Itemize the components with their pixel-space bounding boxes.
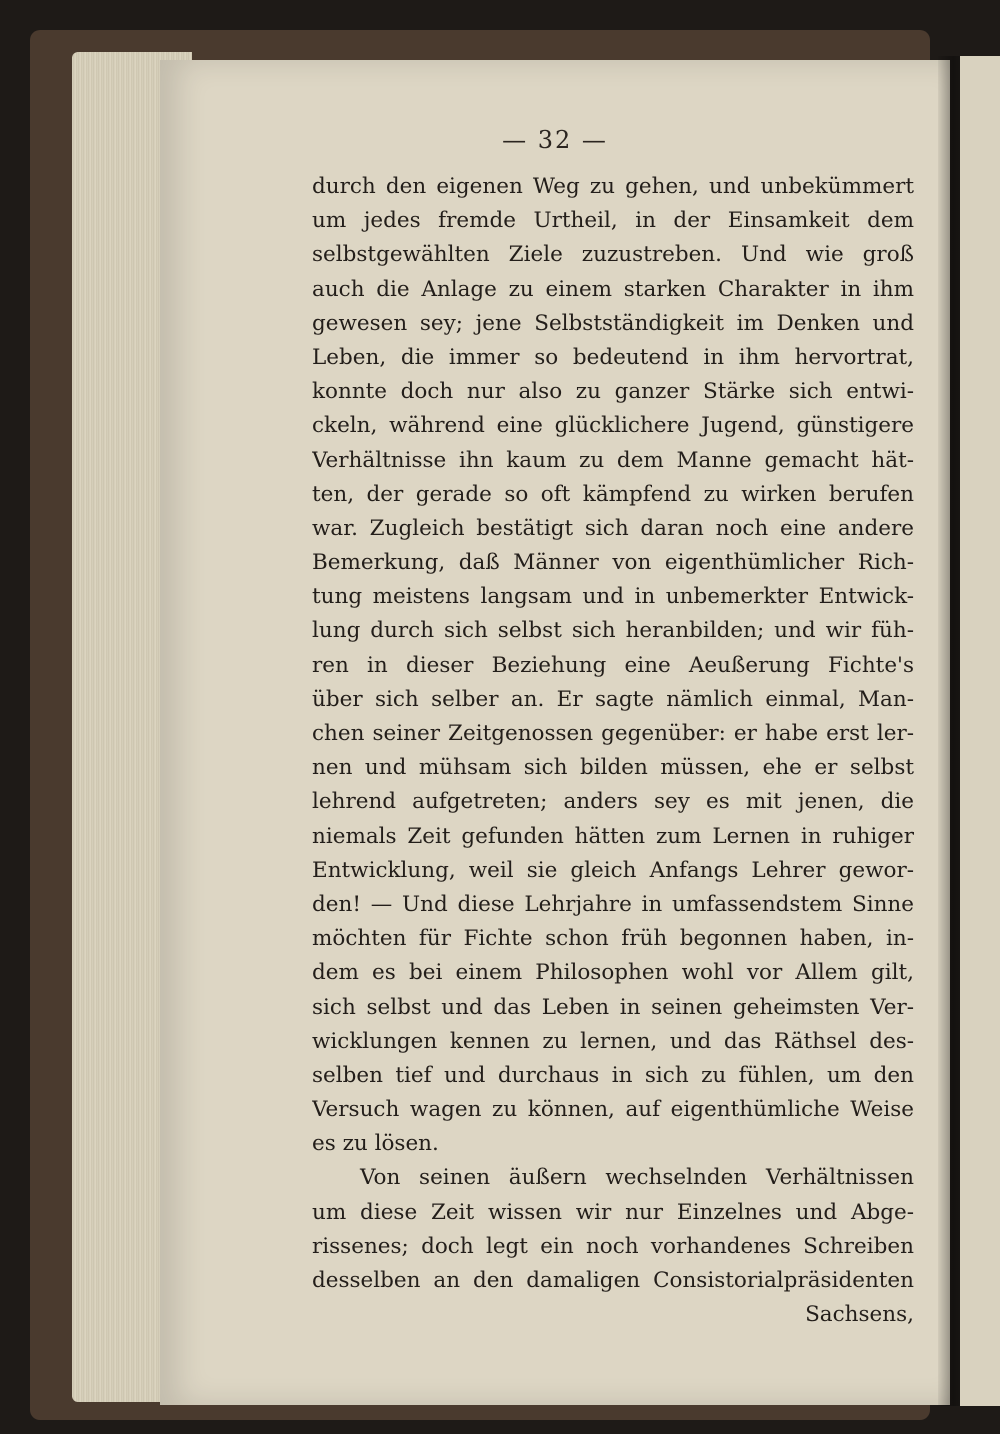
text-line: tung meistens langsam und in unbemerkter Entwick- bbox=[312, 584, 914, 610]
text-line: Entwicklung, weil sie gleich Anfangs Lehrer gewor- bbox=[312, 857, 914, 883]
text-line: dem es bei einem Philosophen wohl vor Allem gilt, bbox=[312, 960, 914, 986]
text-line: möchten für Fichte schon früh begonnen haben, in- bbox=[312, 926, 914, 952]
text-line: chen seiner Zeitgenossen gegenüber: er habe erst ler- bbox=[312, 721, 914, 746]
text-line: über sich selber an. Er sagte nämlich einmal, Man- bbox=[312, 686, 914, 712]
body-text bbox=[312, 170, 914, 1332]
text-line: gewesen sey; jene Selbstständigkeit im Denken und bbox=[312, 310, 914, 336]
paragraph-end-line: es zu lösen. bbox=[312, 1131, 439, 1157]
text-line: ckeln, während eine glücklichere Jugend, günstigere bbox=[312, 413, 914, 439]
catchword: Sachsens, bbox=[805, 1302, 914, 1328]
text-line: war. Zugleich bestätigt sich daran noch eine andere bbox=[312, 515, 914, 541]
text-line: konnte doch nur also zu ganzer Stärke sich entwi- bbox=[312, 379, 914, 405]
text-line: um jedes fremde Urtheil, in der Einsamkeit dem bbox=[312, 208, 914, 234]
text-line: ten, der gerade so oft kämpfend zu wirken berufen bbox=[312, 481, 914, 507]
text-line: wicklungen kennen zu lernen, und das Räthsel des- bbox=[312, 1028, 914, 1054]
text-line: Verhältnisse ihn kaum zu dem Manne gemacht hät- bbox=[312, 447, 914, 473]
text-line: lung durch sich selbst sich heranbilden; und wir füh- bbox=[312, 618, 914, 644]
text-line: den! — Und diese Lehrjahre in umfassendstem Sinne bbox=[312, 891, 914, 917]
text-line: sich selbst und das Leben in seinen geheimsten Ver- bbox=[312, 994, 914, 1020]
text-line: ren in dieser Beziehung eine Aeußerung Fichte's bbox=[312, 652, 914, 678]
text-line: Leben, die immer so bedeutend in ihm hervortrat, bbox=[312, 344, 914, 370]
text-line: Bemerkung, daß Männer von eigenthümlicher Rich- bbox=[312, 550, 914, 576]
text-line: auch die Anlage zu einem starken Charakter in ihm bbox=[312, 276, 914, 302]
text-line: um diese Zeit wissen wir nur Einzelnes und Abge- bbox=[312, 1199, 914, 1225]
text-line: desselben an den damaligen Consistorialpräsidenten bbox=[312, 1268, 914, 1293]
text-line: lehrend aufgetreten; anders sey es mit jenen, die bbox=[312, 789, 914, 815]
text-line: durch den eigenen Weg zu gehen, und unbekümmert bbox=[312, 174, 914, 199]
text-line: nen und mühsam sich bilden müssen, ehe er selbst bbox=[312, 755, 914, 781]
text-line: rissenes; doch legt ein noch vorhandenes Schreiben bbox=[312, 1233, 914, 1259]
text-line: niemals Zeit gefunden hätten zum Lernen in ruhiger bbox=[312, 823, 914, 849]
text-line: selbstgewählten Ziele zuzustreben. Und wie groß bbox=[312, 242, 914, 268]
text-line: selben tief und durchaus in sich zu fühlen, um den bbox=[312, 1062, 914, 1088]
page-number: — 32 — bbox=[502, 126, 608, 154]
text-line: Versuch wagen zu können, auf eigenthümliche Weise bbox=[312, 1097, 914, 1123]
paragraph-start-line: Von seinen äußern wechselnden Verhältnissen bbox=[360, 1165, 914, 1191]
facing-page-edge bbox=[960, 56, 1000, 1406]
